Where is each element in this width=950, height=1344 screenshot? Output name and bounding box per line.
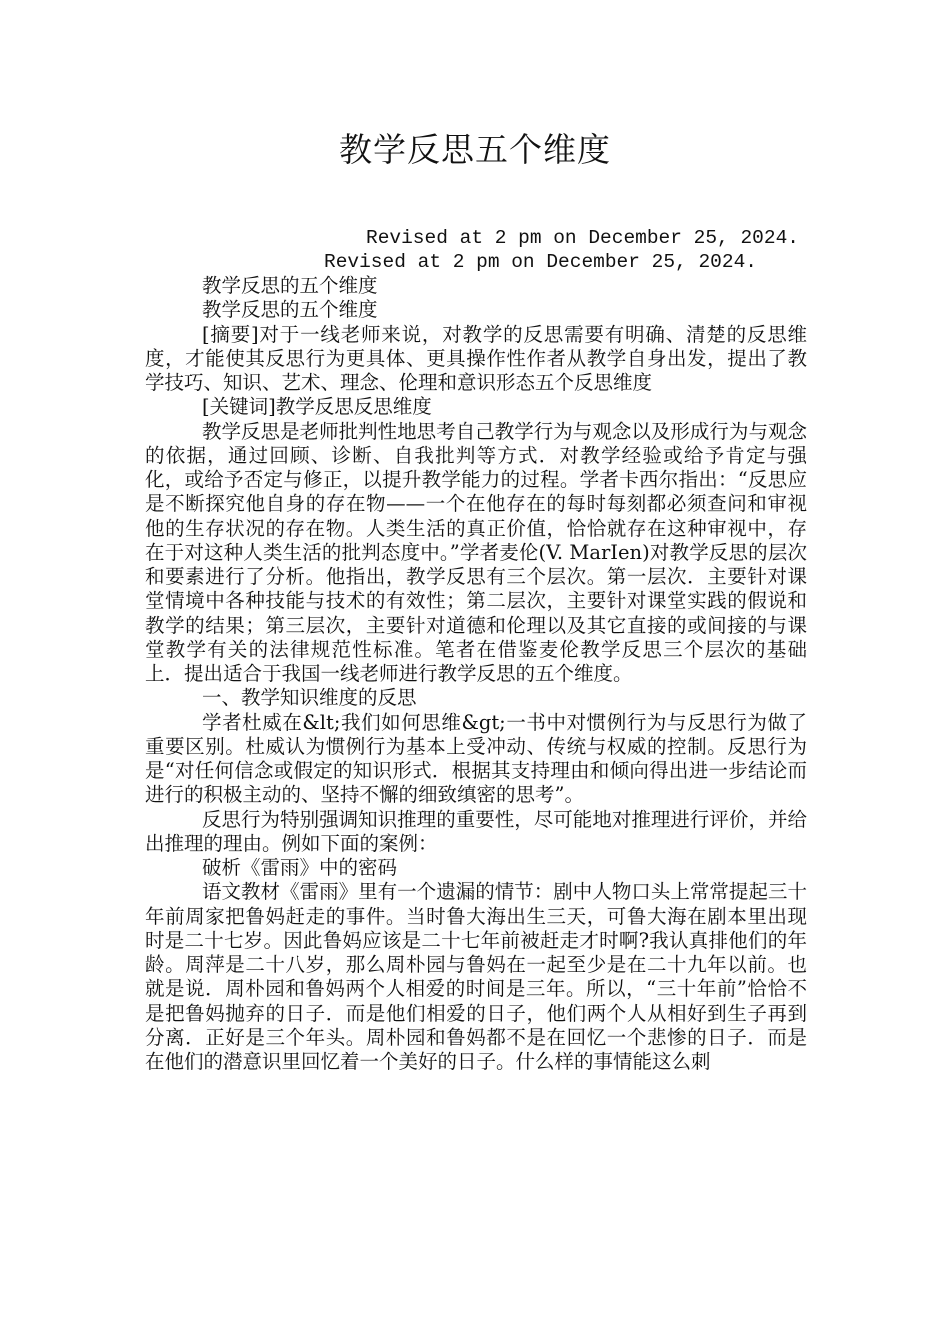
section-subtitle: 教学反思的五个维度 — [202, 298, 378, 322]
revised-line: Revised at 2 pm on December 25, 2024. — [324, 251, 757, 273]
body-paragraph: 反思行为特别强调知识推理的重要性，尽可能地对推理进行评价，并给出推理的理由。例如下面的案例： — [145, 807, 807, 855]
document-title: 教学反思五个维度 — [339, 130, 611, 169]
body-paragraph: 学者杜威在&lt;我们如何思维&gt;一书中对惯例行为与反思行为做了重要区别。杜威认为惯例行为基本上受冲动、传统与权威的控制。反思行为是“对任何信念或假定的知识形式．根据其支持理由和倾向得出进一步结论而进行的积极主动的、坚持不懈的细致缜密的思考”。 — [145, 710, 807, 807]
body-paragraph: 教学反思是老师批判性地思考自己教学行为与观念以及形成行为与观念的依据，通过回顾、诊断、自我批判等方式．对教学经验或给予肯定与强化，或给予否定与修正，以提升教学能力的过程。学者卡西尔指出：“反思应是不断探究他自身的存在物——一个在他存在的每时每刻都必须查问和审视他的生存状况的存在物。人类生活的真正价值，恰恰就存在这种审视中，存在于对这种人类生活的批判态度中。”学者麦伦(V. MarIen)对教学反思的层次和要素进行了分析。他指出，教学反思有三个层次。第一层次．主要针对课堂情境中各种技能与技术的有效性；第二层次，主要针对课堂实践的假说和教学的结果；第三层次，主要针对道德和伦理以及其它直接的或间接的与课堂教学有关的法律规范性标准。笔者在借鉴麦伦教学反思三个层次的基础上．提出适合于我国一线老师进行教学反思的五个维度。 — [145, 419, 807, 685]
body-paragraph: 语文教材《雷雨》里有一个遗漏的情节：剧中人物口头上常常提起三十年前周家把鲁妈赶走的事件。当时鲁大海出生三天，可鲁大海在剧本里出现时是二十七岁。因此鲁妈应该是二十七年前被赶走才时啊?我认真排他们的年龄。周萍是二十八岁，那么周朴园与鲁妈在一起至少是在二十九年以前。也就是说．周朴园和鲁妈两个人相爱的时间是三年。所以，“三十年前”恰恰不是把鲁妈抛弃的日子．而是他们相爱的日子，他们两个人从相好到生子再到分离．正好是三个年头。周朴园和鲁妈都不是在回忆一个悲惨的日子．而是在他们的潜意识里回忆着一个美好的日子。什么样的事情能这么刺 — [145, 880, 807, 1073]
document-body — [145, 274, 807, 1074]
section-subtitle: 教学反思的五个维度 — [202, 274, 378, 297]
case-title: 破析《雷雨》中的密码 — [202, 856, 398, 879]
section-heading: 一、教学知识维度的反思 — [202, 686, 417, 710]
revised-line: Revised at 2 pm on December 25, 2024. — [366, 227, 799, 249]
abstract-paragraph: [摘要]对于一线老师来说，对教学的反思需要有明确、清楚的反思维度，才能使其反思行为更具体、更具操作性作者从教学自身出发，提出了教学技巧、知识、艺术、理念、伦理和意识形态五个反思维度 — [145, 322, 807, 394]
keywords-line: [关键词]教学反思反思维度 — [202, 395, 432, 419]
